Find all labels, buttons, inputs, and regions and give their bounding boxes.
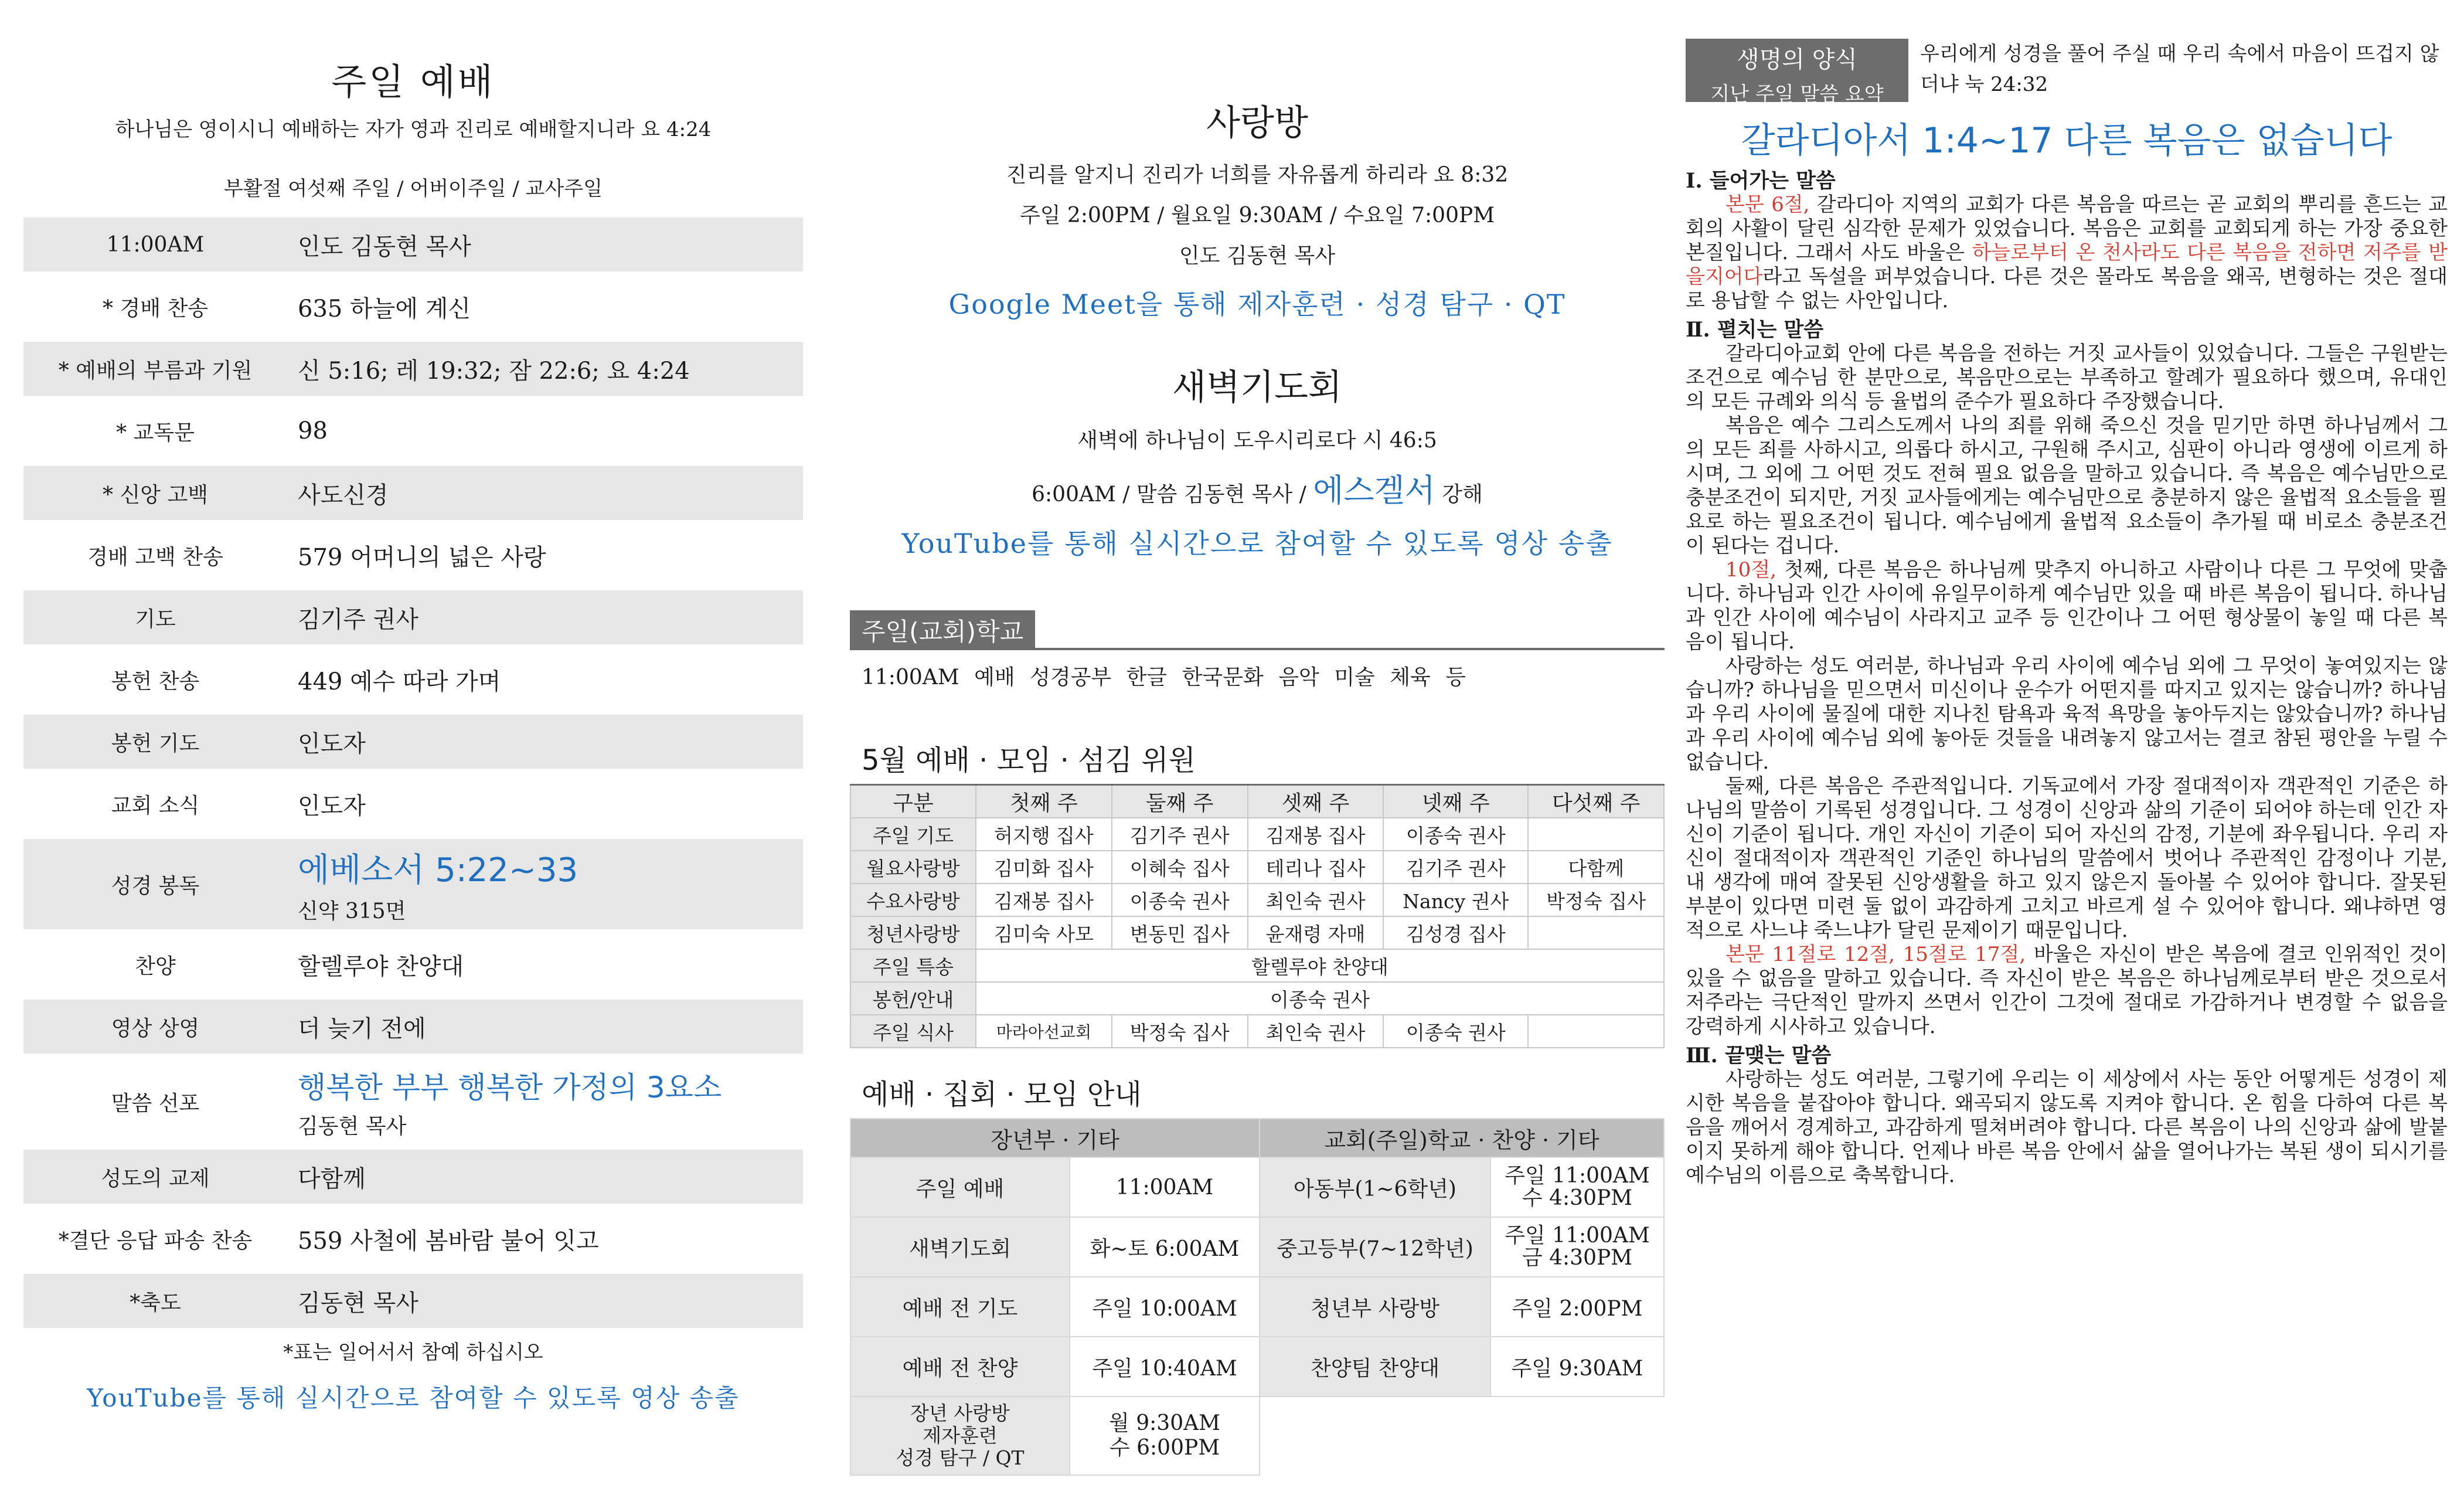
dawn-book: 에스겔서 [1313, 472, 1435, 509]
scripture-reading: 에베소서 5:22~33 [298, 851, 578, 889]
youtube-notice: YouTube를 통해 실시간으로 참여할 수 있도록 영상 송출 [87, 1384, 740, 1412]
order-row [23, 466, 803, 520]
column-header: 첫째 주 [976, 785, 1112, 818]
name-line: 제자훈련 [923, 1424, 998, 1447]
order-row [23, 218, 803, 271]
committee-title: 5월 예배 · 모임 · 섬김 위원 [862, 744, 1196, 777]
order-value: 인도자 [298, 792, 366, 820]
table-row [850, 884, 1664, 916]
order-value: 559 사철에 봄바람 불어 잇고 [298, 1227, 599, 1255]
section-heading: Ⅲ. 끝맺는 말씀 [1686, 1044, 1832, 1068]
table-cell: 이종숙 권사 [1383, 1015, 1528, 1048]
table-cell: 김기주 권사 [1383, 851, 1528, 884]
paragraph [1686, 558, 2448, 654]
sarangbang-times: 주일 2:00PM / 월요일 9:30AM / 수요일 7:00PM [1019, 203, 1495, 227]
order-row [23, 653, 803, 706]
dawn-line [850, 466, 1665, 511]
name-line: 성경 탐구 / QT [896, 1446, 1025, 1469]
order-label: 봉헌 기도 [111, 731, 200, 756]
worship-column [23, 0, 803, 1495]
sermon-body [1686, 169, 2448, 1188]
order-row [23, 937, 803, 991]
order-label: 영상 상영 [111, 1016, 200, 1041]
sermon-quote: 우리에게 성경을 풀어 주실 때 우리 속에서 마음이 뜨겁지 않더냐 눅 24:32 [1920, 42, 2439, 96]
table-cell: 주일 10:00AM [1070, 1277, 1260, 1337]
order-row [23, 1212, 803, 1266]
table-row [850, 1217, 1664, 1277]
school-item: 등 [1445, 665, 1466, 689]
school-item: 체육 [1390, 665, 1431, 689]
school-tag: 주일(교회)학교 [850, 610, 1035, 650]
sermon-title: 갈라디아서 1:4~17 다른 복음은 없습니다 [1741, 120, 2392, 161]
paragraph-text: 라고 독설을 퍼부었습니다. 다른 것은 몰라도 복음을 왜곡, 변형하는 것은 절대로 용납할 수 없는 사안입니다. [1686, 265, 2448, 312]
table-cell [1490, 1157, 1664, 1217]
paragraph: 갈라디아교회 안에 다른 복음을 전하는 거짓 교사들이 있었습니다. 그들은 구원받는 조건으로 예수님 한 분만으로, 복음만으로는 부족하고 할례가 필요하다 했으며, 유대인의 모든 규례와 의식 등 율법의 준수가 필요하다 주장했습니다. [1686, 342, 2448, 413]
order-row [23, 1000, 803, 1054]
order-label: 교회 소식 [111, 793, 200, 818]
order-value: 98 [298, 417, 328, 444]
order-value: 신 5:16; 레 19:32; 잠 22:6; 요 4:24 [298, 357, 690, 385]
table-cell: 주일 2:00PM [1490, 1277, 1664, 1337]
sarangbang-verse: 진리를 알지니 진리가 너희를 자유롭게 하리라 요 8:32 [1006, 163, 1509, 187]
table-row [850, 916, 1664, 949]
order-value: 인도 김동현 목사 [298, 233, 471, 260]
table-row [850, 851, 1664, 884]
order-row [23, 404, 803, 458]
worship-verse: 하나님은 영이시니 예배하는 자가 영과 진리로 예배할지니라 요 4:24 [115, 118, 712, 141]
table-cell: 김재봉 집사 [1248, 818, 1384, 851]
order-value: 635 하늘에 계신 [298, 295, 471, 322]
order-row [23, 280, 803, 334]
table-header-row [850, 785, 1664, 818]
order-label: 11:00AM [106, 232, 205, 257]
table-row [850, 1397, 1664, 1475]
table-cell [1490, 1397, 1664, 1475]
table-row [850, 1277, 1664, 1337]
column-header: 넷째 주 [1383, 785, 1528, 818]
order-value: 449 예수 따라 가며 [298, 668, 501, 695]
order-row [23, 590, 803, 644]
verse-quote: 하늘로부터 온 천사라도 다른 복음을 전하면 저주를 받을지어다 [1686, 241, 2448, 288]
school-item: 미술 [1334, 665, 1375, 689]
time-line: 월 9:30AM [1109, 1411, 1220, 1435]
table-cell: 수요사랑방 [850, 884, 976, 916]
table-cell: 봉헌/안내 [850, 982, 976, 1015]
name-line: 장년 사랑방 [910, 1402, 1010, 1425]
worship-subtitle: 부활절 여섯째 주일 / 어버이주일 / 교사주일 [223, 177, 603, 201]
order-row-sermon [23, 1062, 803, 1141]
order-label: 봉헌 찬송 [111, 669, 200, 694]
table-cell: 박정숙 집사 [1112, 1015, 1248, 1048]
order-row [23, 715, 803, 769]
school-items [850, 661, 1665, 691]
paragraph [1686, 943, 2448, 1039]
time-line: 수 6:00PM [1109, 1436, 1220, 1460]
paragraph: 둘째, 다른 복음은 주관적입니다. 기독교에서 가장 절대적이자 객관적인 기준은 하나님의 말씀이 기록된 성경입니다. 그 성경이 신앙과 삶의 기준이 되어야 하는데 인간 자신이 기준이 됩니다. 개인 자신이 기준이 되어 자신의 감정, 기분에 좌우됩니다. 우리 자신이 절대적이자 객관적인 기준인 하나님의 말씀에서 벗어나 주관적인 감정이나 기분, 내 생각에 매여 잘못된 신앙생활을 하고 있지 않은지 돌아볼 수 있어야 합니다. 잘못된 부분이 있다면 미련 둘 없이 과감하게 고치고 바르게 설 수 있어야 합니다. 왜냐하면 영적으로 사느냐 죽느냐가 달린 문제이기 때문입니다. [1686, 774, 2448, 942]
section-heading: Ⅰ. 들어가는 말씀 [1686, 169, 1836, 193]
dawn-line-suffix: 강해 [1442, 483, 1483, 507]
table-cell: 예배 전 찬양 [850, 1337, 1070, 1397]
time-line: 금 4:30PM [1522, 1246, 1633, 1270]
table-cell: 청년사랑방 [850, 916, 976, 949]
table-row [850, 818, 1664, 851]
table-cell: 11:00AM [1070, 1157, 1260, 1217]
table-cell: 월요사랑방 [850, 851, 976, 884]
standing-note: *표는 일어서서 참예 하십시오 [283, 1341, 543, 1364]
paragraph: 사랑하는 성도 여러분, 그렇기에 우리는 이 세상에서 사는 동안 어떻게든 성경이 제시한 복음을 붙잡아야 합니다. 왜곡되지 않도록 지켜야 합니다. 온 힘을 다하여 다른 복음을 깨어서 경계하고, 과감하게 떨쳐버려야 합니다. 다른 복음이 나의 신앙과 삶에 발붙이지 못하게 해야 합니다. 언제나 바른 복음 안에서 삶을 열어나가는 복된 생이 되시기를 예수님의 이름으로 축복합니다. [1686, 1068, 2448, 1187]
paragraph-text: 바울은 자신이 받은 복음에 결코 인위적인 것이 있을 수 없음을 말하고 있습니다. 즉 자신이 받은 복음은 하나님께로부터 받은 것으로서 저주라는 극단적인 말까지 쓰면서 인간이 그것에 절대로 가감하거나 변경할 수 없음을 강력하게 시사하고 있습니다. [1686, 943, 2448, 1038]
order-value: 사도신경 [298, 481, 389, 509]
verse-ref: 10절, [1726, 558, 1776, 582]
table-cell [1528, 916, 1664, 949]
table-cell: 청년부 사랑방 [1260, 1277, 1490, 1337]
meetings-table [850, 1118, 1665, 1476]
table-cell: 주일 식사 [850, 1015, 976, 1048]
table-cell: 이종숙 권사 [1112, 884, 1248, 916]
table-row [850, 949, 1664, 982]
sermon-header [1686, 39, 2448, 106]
table-cell [1528, 1015, 1664, 1048]
dawn-youtube: YouTube를 통해 실시간으로 참여할 수 있도록 영상 송출 [901, 528, 1613, 559]
meetings-title: 예배 · 집회 · 모임 안내 [862, 1078, 1142, 1111]
paragraph-text: 첫째, 다른 복음은 하나님께 맞추지 아니하고 사람이나 다른 그 무엇에 맞춥니다. 하나님과 인간 사이에 유일무이하게 예수님만 있을 때 바른 복음이 됩니다. 하나님과 인간 사이에 예수님이 사라지고 교주 등 인간이나 그 어떤 형상물이 놓일 때 다른 복음이 됩니다. [1686, 558, 2448, 654]
table-cell: 주일 특송 [850, 949, 976, 982]
order-row [23, 1274, 803, 1328]
order-row [23, 1150, 803, 1204]
order-value: 579 어머니의 넓은 사랑 [298, 543, 546, 571]
dawn-title: 새벽기도회 [1172, 367, 1342, 408]
school-item: 성경공부 [1030, 665, 1112, 689]
table-header-row [850, 1119, 1664, 1157]
sarangbang-online: Google Meet을 통해 제자훈련 · 성경 탐구 · QT [948, 288, 1566, 320]
time-line: 주일 11:00AM [1505, 1164, 1650, 1188]
table-cell: 예배 전 기도 [850, 1277, 1070, 1337]
column-header: 셋째 주 [1248, 785, 1384, 818]
sermon-box-sub: 지난 주일 말씀 요약 [1710, 83, 1884, 106]
sarangbang-title: 사랑방 [1206, 103, 1308, 144]
table-row [850, 1015, 1664, 1048]
school-item: 음악 [1278, 665, 1319, 689]
order-value: 더 늦기 전에 [298, 1015, 426, 1042]
section-heading: Ⅱ. 펼치는 말씀 [1686, 318, 1824, 342]
table-cell: 이혜숙 집사 [1112, 851, 1248, 884]
table-cell: 김미화 집사 [976, 851, 1112, 884]
paragraph: 사랑하는 성도 여러분, 하나님과 우리 사이에 예수님 외에 그 무엇이 놓여있지는 않습니까? 하나님을 믿으면서 미신이나 운수가 어떤지를 따지고 있지는 않습니까? 하나님과 우리 사이에 물질에 대한 지나친 탐욕과 육적 욕망을 놓아두지는 않았습니까? 하나님과 우리 사이에 예수님 외에 놓아둔 것들을 내려놓지 않고서는 결코 참된 평안을 누릴 수 없습니다. [1686, 654, 2448, 774]
school-item: 한글 [1126, 665, 1168, 689]
table-cell: 변동민 집사 [1112, 916, 1248, 949]
table-cell: 이종숙 권사 [1383, 818, 1528, 851]
table-cell: 화~토 6:00AM [1070, 1217, 1260, 1277]
order-value: 다함께 [298, 1165, 366, 1192]
table-cell: 김미숙 사모 [976, 916, 1112, 949]
order-label: * 교독문 [116, 420, 195, 445]
table-cell: 주일 예배 [850, 1157, 1070, 1217]
worship-title: 주일 예배 [331, 60, 495, 103]
sarangbang-leader: 인도 김동현 목사 [1179, 244, 1336, 268]
order-of-service [23, 218, 803, 1328]
order-label: *결단 응답 파송 찬송 [58, 1228, 253, 1253]
school-item: 예배 [974, 665, 1015, 689]
table-row [850, 1157, 1664, 1217]
order-label: * 경배 찬송 [103, 296, 208, 321]
divider [1035, 648, 1665, 650]
table-cell: 최인숙 권사 [1248, 884, 1384, 916]
table-cell: 마라아선교회 [976, 1015, 1112, 1048]
order-label: *축도 [130, 1290, 181, 1315]
preacher: 김동현 목사 [298, 1114, 407, 1139]
table-cell: 윤재령 자매 [1248, 916, 1384, 949]
order-label: 기도 [135, 607, 176, 631]
table-cell: 허지행 집사 [976, 818, 1112, 851]
column-header: 둘째 주 [1112, 785, 1248, 818]
column-header: 다섯째 주 [1528, 785, 1664, 818]
time-line: 주일 11:00AM [1505, 1224, 1650, 1248]
table-cell [1490, 1217, 1664, 1277]
paragraph [1686, 193, 2448, 313]
table-row [850, 1337, 1664, 1397]
order-label: * 신앙 고백 [103, 483, 208, 507]
scripture-page: 신약 315면 [298, 899, 406, 923]
order-value: 할렐루야 찬양대 [298, 953, 464, 980]
table-cell: 아동부(1~6학년) [1260, 1157, 1490, 1217]
order-value: 인도자 [298, 730, 366, 757]
table-row [850, 982, 1664, 1015]
order-value: 김기주 권사 [298, 606, 418, 633]
order-label: 경배 고백 찬송 [87, 545, 223, 569]
order-row-scripture [23, 839, 803, 929]
table-cell: 박정숙 집사 [1528, 884, 1664, 916]
column-header: 교회(주일)학교 · 찬양 · 기타 [1260, 1119, 1664, 1157]
table-cell: 다함께 [1528, 851, 1664, 884]
dawn-line-prefix: 6:00AM / 말씀 김동현 목사 / [1032, 483, 1306, 507]
order-row [23, 528, 803, 582]
committee-table [850, 784, 1665, 1048]
table-cell: 할렐루야 찬양대 [976, 949, 1664, 982]
meetings-column [850, 0, 1665, 1495]
dawn-verse: 새벽에 하나님이 도우시리로다 시 46:5 [1077, 429, 1437, 453]
order-row [23, 342, 803, 396]
table-cell: 김기주 권사 [1112, 818, 1248, 851]
school-item: 한국문화 [1182, 665, 1264, 689]
table-cell: 중고등부(7~12학년) [1260, 1217, 1490, 1277]
school-header [850, 610, 1665, 650]
table-cell: 주일 기도 [850, 818, 976, 851]
time-line: 수 4:30PM [1522, 1186, 1633, 1210]
table-cell: 주일 9:30AM [1490, 1337, 1664, 1397]
table-cell [1070, 1397, 1260, 1475]
table-cell: 이종숙 권사 [976, 982, 1664, 1015]
sermon-title: 행복한 부부 행복한 가정의 3요소 [298, 1070, 722, 1105]
table-cell [1260, 1397, 1490, 1475]
sermon-column [1686, 0, 2448, 1495]
paragraph-text: 갈라디아 지역의 교회가 다른 복음을 따르는 곧 교회의 뿌리를 흔드는 교회의 사활이 달린 심각한 문제가 있었습니다. 복음은 교회를 교회되게 하는 가장 중요한 본질입니다. 그래서 사도 바울은 [1686, 193, 2448, 264]
order-label: 성경 봉독 [111, 874, 200, 898]
table-cell: 최인숙 권사 [1248, 1015, 1384, 1048]
paragraph: 복음은 예수 그리스도께서 나의 죄를 위해 죽으신 것을 믿기만 하면 하나님께서 그의 모든 죄를 사하시고, 의롭다 하시고, 구원해 주시고, 심판이 아니라 영생에 이르게 하시며, 그 외에 그 어떤 것도 전혀 필요 없음을 말하고 있습니다. 즉 복음은 예수님만으로 충분조건이 되지만, 거짓 교사들에게는 예수님만으로 충분하지 않은 율법적 요소들을 필요로 하는 필요조건이 됩니다. 예수님에게 율법적 요소들이 추가될 때 비로소 충분조건이 된다는 겁니다. [1686, 414, 2448, 558]
order-label: 찬양 [135, 954, 176, 978]
order-value [287, 1064, 803, 1140]
sermon-label-box [1686, 39, 1908, 106]
order-label: 말씀 선포 [111, 1091, 200, 1116]
table-cell: 새벽기도회 [850, 1217, 1070, 1277]
verse-ref: 본문 6절, [1726, 193, 1810, 216]
table-cell [1528, 818, 1664, 851]
order-label: * 예배의 부름과 기원 [58, 358, 253, 383]
table-cell: 김성경 집사 [1383, 916, 1528, 949]
table-cell: 주일 10:40AM [1070, 1337, 1260, 1397]
sermon-box-title: 생명의 양식 [1737, 46, 1857, 73]
order-value [287, 844, 803, 925]
table-cell: Nancy 권사 [1383, 884, 1528, 916]
table-cell: 찬양팀 찬양대 [1260, 1337, 1490, 1397]
table-cell [850, 1397, 1070, 1475]
table-cell: 테리나 집사 [1248, 851, 1384, 884]
column-header: 구분 [850, 785, 976, 818]
verse-ref: 본문 11절로 12절, 15절로 17절, [1726, 943, 2026, 966]
order-label: 성도의 교제 [101, 1166, 210, 1191]
table-cell: 김재봉 집사 [976, 884, 1112, 916]
column-header: 장년부 · 기타 [850, 1119, 1260, 1157]
order-row [23, 777, 803, 831]
order-value: 김동현 목사 [298, 1289, 418, 1317]
school-item: 11:00AM [862, 665, 959, 689]
